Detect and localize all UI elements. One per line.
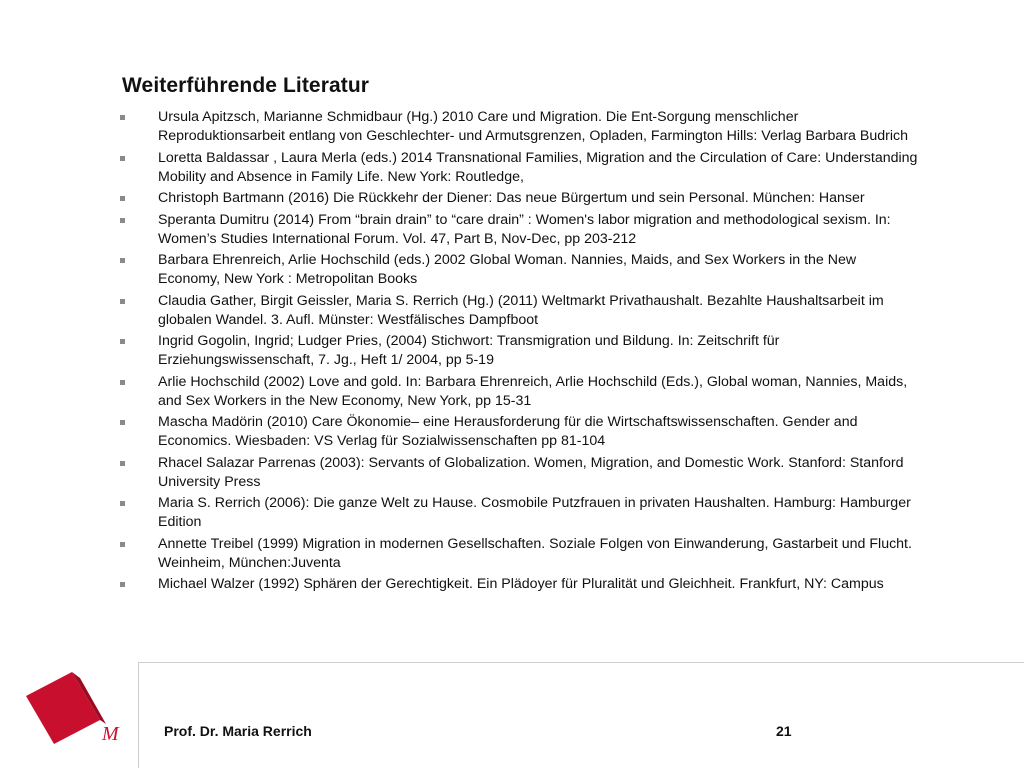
reference-item [120, 373, 920, 411]
reference-item [120, 292, 920, 330]
reference-text: Claudia Gather, Birgit Geissler, Maria S. Rerrich (Hg.) (2011) Weltmarkt Privathaushalt. Bezahlte Haushaltsarbeit im globalen Wandel. 3. Aufl. Münster: Westfälisches Dampfboot [158, 292, 884, 328]
bullet-icon [120, 501, 125, 506]
reference-text: Mascha Madörin (2010) Care Ökonomie– eine Herausforderung für die Wirtschaftswissenschaften. Gender and Economics. Wiesbaden: VS Verlag für Sozialwissenschaften pp 81-104 [158, 414, 858, 449]
reference-text: Christoph Bartmann (2016) Die Rückkehr der Diener: Das neue Bürgertum und sein Personal. München: Hanser [158, 190, 865, 206]
bullet-icon [120, 258, 125, 263]
bullet-icon [120, 115, 125, 120]
logo-red-square [26, 672, 100, 744]
bullet-icon [120, 196, 125, 201]
reference-item [120, 149, 920, 187]
university-logo [20, 668, 132, 744]
reference-item [120, 251, 920, 289]
reference-item [120, 494, 920, 532]
reference-item [120, 454, 920, 492]
reference-text: Ursula Apitzsch, Marianne Schmidbaur (Hg.) 2010 Care und Migration. Die Ent-Sorgung menschlicher Reproduktionsarbeit entlang von Geschlechter- und Armutsgrenzen, Opladen, Farmington Hills: Verlag Barbara Budrich [158, 109, 908, 144]
slide-title: Weiterführende Literatur [122, 74, 370, 97]
reference-item [120, 108, 920, 146]
page-number: 21 [776, 723, 792, 739]
bullet-icon [120, 461, 125, 466]
reference-text: Annette Treibel (1999) Migration in modernen Gesellschaften. Soziale Folgen von Einwanderung, Gastarbeit und Flucht. Weinheim, München:Juventa [158, 535, 912, 571]
reference-text: Maria S. Rerrich (2006): Die ganze Welt zu Hause. Cosmobile Putzfrauen in privaten Haushalten. Hamburg: Hamburger Edition [158, 495, 911, 530]
reference-text: Michael Walzer (1992) Sphären der Gerechtigkeit. Ein Plädoyer für Pluralität und Gleichheit. Frankfurt, NY: Campus [158, 576, 884, 592]
reference-text: Ingrid Gogolin, Ingrid; Ludger Pries, (2004) Stichwort: Transmigration und Bildung. In: Zeitschrift für Erziehungswissenschaft, 7. Jg., Heft 1/ 2004, pp 5-19 [158, 333, 780, 368]
bullet-icon [120, 218, 125, 223]
reference-item [120, 413, 920, 451]
bullet-icon [120, 339, 125, 344]
reference-item [120, 575, 920, 594]
logo-letter: M [102, 723, 119, 744]
reference-item [120, 189, 920, 208]
reference-item [120, 535, 920, 573]
reference-text: Loretta Baldassar , Laura Merla (eds.) 2014 Transnational Families, Migration and the Circulation of Care: Understanding Mobility and Absence in Family Life. New York: Routledge, [158, 149, 918, 185]
bullet-icon [120, 420, 125, 425]
footer-author: Prof. Dr. Maria Rerrich [164, 723, 312, 739]
bullet-icon [120, 156, 125, 161]
reference-text: Rhacel Salazar Parrenas (2003): Servants of Globalization. Women, Migration, and Domestic Work. Stanford: Stanford University Press [158, 454, 904, 490]
reference-text: Speranta Dumitru (2014) From “brain drain” to “care drain” : Women's labor migration and methodological sexism. In: Women’s Studies International Forum. Vol. 47, Part B, Nov-Dec, pp 203-212 [158, 211, 891, 247]
footer-divider-vertical [138, 662, 139, 768]
footer-divider-horizontal [138, 662, 1024, 663]
bullet-icon [120, 299, 125, 304]
bullet-icon [120, 380, 125, 385]
bullet-icon [120, 542, 125, 547]
reference-text: Arlie Hochschild (2002) Love and gold. In: Barbara Ehrenreich, Arlie Hochschild (Eds.), Global woman, Nannies, Maids, and Sex Workers in the New Economy, New York, pp 15-31 [158, 373, 908, 409]
bullet-icon [120, 582, 125, 587]
reference-list [120, 108, 920, 597]
reference-text: Barbara Ehrenreich, Arlie Hochschild (eds.) 2002 Global Woman. Nannies, Maids, and Sex Workers in the New Economy, New York : Metropolitan Books [158, 252, 857, 287]
reference-item [120, 332, 920, 370]
reference-item [120, 211, 920, 249]
